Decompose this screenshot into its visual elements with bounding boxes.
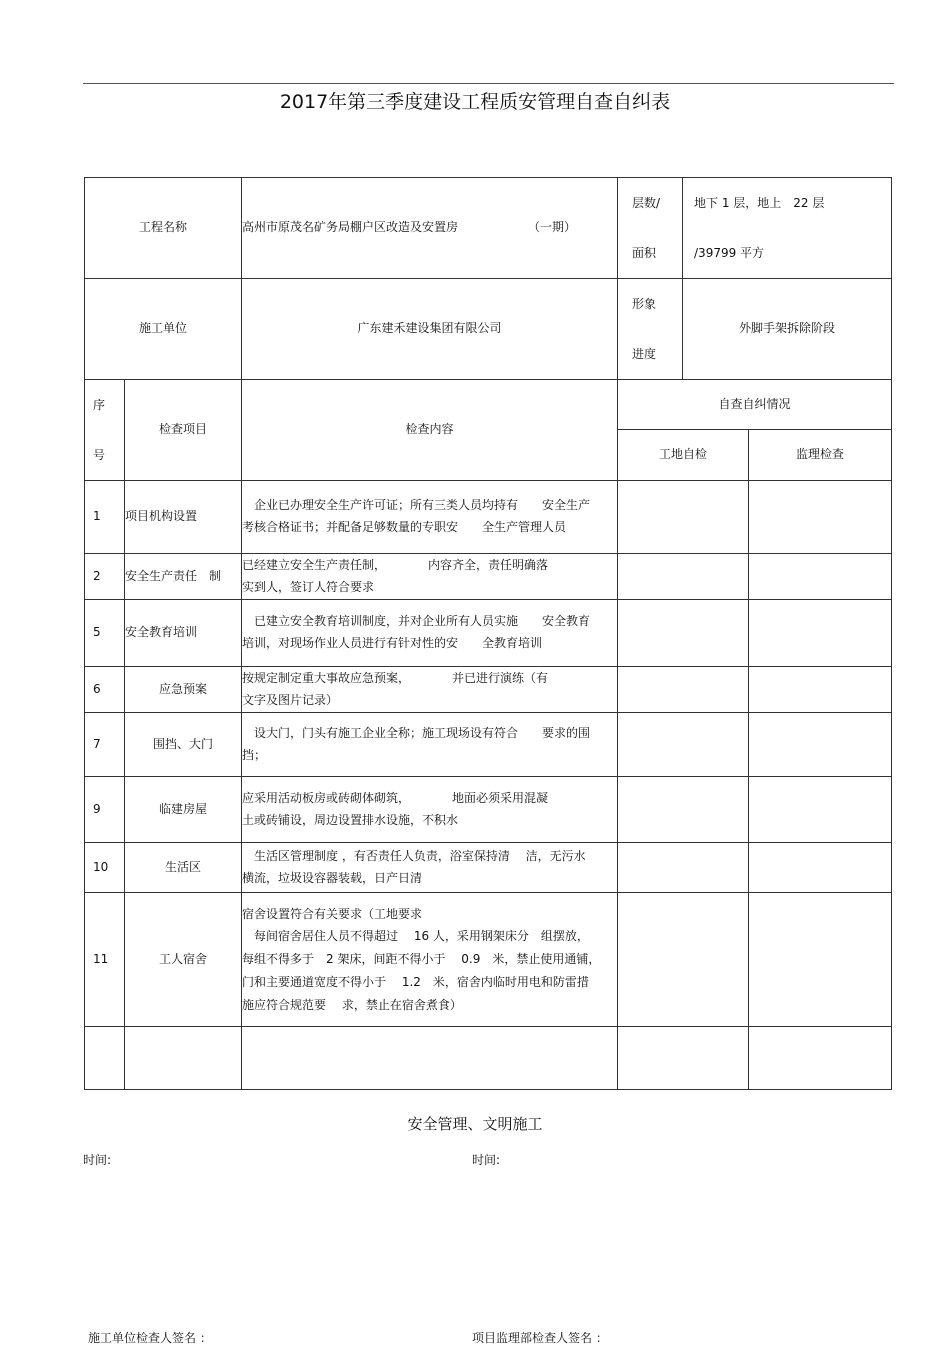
- page-title: 2017年第三季度建设工程质安管理自查自纠表: [279, 91, 671, 113]
- contractor-value: 广东建禾建设集团有限公司: [242, 279, 618, 380]
- row-7-no: 10: [85, 843, 125, 893]
- row-7-line-1: 生活区管理制度 ，有否责任人负责，浴室保持清 洁，无污水: [242, 848, 586, 863]
- row-1-line-2: 考核合格证书；并配备足够数量的专职安 全生产管理人员: [242, 520, 567, 534]
- row-4-supervisor-check: [749, 667, 892, 713]
- project-name-label: 工程名称: [85, 178, 242, 279]
- row-3-item: 安全教育培训: [125, 600, 242, 667]
- row-5-supervisor-check: [749, 713, 892, 777]
- row-1-item: 项目机构设置: [125, 481, 242, 554]
- row-7-supervisor-check: [749, 843, 892, 893]
- supervisor-check-header: 监理检查: [749, 429, 892, 480]
- row-8-no: 11: [85, 893, 125, 1027]
- row-8-line-4: 门和主要通道宽度不得小于 1.2 米，宿舍内临时用电和防雷措: [242, 974, 589, 989]
- row-3-site-check: [618, 600, 749, 667]
- row-6-content: [242, 777, 618, 843]
- contractor-label: 施工单位: [85, 279, 242, 380]
- row-7-content: [242, 843, 618, 893]
- top-rule: [83, 83, 894, 84]
- row-8-content: [242, 893, 618, 1027]
- row-8-item: 工人宿舍: [125, 893, 242, 1027]
- progress-label: [618, 279, 683, 380]
- site-check-header: 工地自检: [618, 429, 749, 480]
- row-1-site-check: [618, 481, 749, 554]
- row-6-line-1: 应采用活动板房或砖砌体砌筑， 地面必须采用混凝: [242, 790, 549, 805]
- row-8-line-3: 每组不得多于 2 架床，间距不得小于 0.9 米，禁止使用通铺，: [242, 952, 601, 967]
- progress-value: 外脚手架拆除阶段: [683, 279, 892, 380]
- row-4-line-2: 文字及图片记录）: [242, 692, 339, 707]
- inspection-table: [84, 177, 892, 1090]
- row-2-no: 2: [85, 554, 125, 600]
- row-6-item: 临建房屋: [125, 777, 242, 843]
- row-6-line-2: 土或砖铺设，周边设置排水设施，不积水: [242, 812, 459, 827]
- area-label: 面积: [632, 246, 657, 260]
- time-label-right: 时间:: [472, 1153, 501, 1167]
- self-check-header: 自查自纠情况: [618, 380, 892, 430]
- row-8-supervisor-check: [749, 893, 892, 1027]
- row-4-no: 6: [85, 667, 125, 713]
- row-4-line-1: 按规定制定重大事故应急预案， 并已进行演练（有: [242, 670, 549, 685]
- row-2-item: 安全生产责任 制: [125, 554, 242, 600]
- row-5-content: [242, 713, 618, 777]
- item-header: 检查项目: [125, 380, 242, 481]
- empty-row-site-check: [618, 1027, 749, 1090]
- row-1-content: [242, 481, 618, 554]
- row-5-line-1: 设大门，门头有施工企业全称；施工现场设有符合 要求的围: [242, 725, 591, 740]
- section-heading: 安全管理、文明施工: [407, 1115, 543, 1133]
- floors-label: 层数/: [632, 196, 661, 210]
- row-3-content: [242, 600, 618, 667]
- row-5-no: 7: [85, 713, 125, 777]
- time-label-left: 时间:: [83, 1153, 112, 1167]
- row-5-line-2: 挡；: [242, 747, 267, 762]
- progress-label-line2: 进度: [632, 347, 657, 361]
- seq-header: [85, 380, 125, 481]
- row-3-line-1: 已建立安全教育培训制度，并对企业所有人员实施 安全教育: [242, 614, 591, 629]
- row-7-line-2: 横流，垃圾设容器装载，日产日清: [242, 870, 423, 885]
- supervisor-signature-label: 项目监理部检查人签名 ：: [472, 1331, 608, 1345]
- seq-header-line2: 号: [93, 448, 106, 462]
- row-7-item: 生活区: [125, 843, 242, 893]
- row-4-site-check: [618, 667, 749, 713]
- row-2-site-check: [618, 554, 749, 600]
- project-phase-text: （一期）: [528, 220, 577, 235]
- empty-row-no: [85, 1027, 125, 1090]
- row-1-supervisor-check: [749, 481, 892, 554]
- seq-header-line1: 序: [93, 398, 106, 412]
- empty-row-content: [242, 1027, 618, 1090]
- area-value: /39799 平方: [694, 246, 765, 260]
- floors-area-value: [683, 178, 892, 279]
- row-6-supervisor-check: [749, 777, 892, 843]
- row-5-item: 围挡、大门: [125, 713, 242, 777]
- row-2-line-2: 实到人，签订人符合要求: [242, 579, 375, 594]
- row-6-site-check: [618, 777, 749, 843]
- contractor-signature-label: 施工单位检查人签名 ：: [88, 1331, 212, 1345]
- row-3-supervisor-check: [749, 600, 892, 667]
- row-8-site-check: [618, 893, 749, 1027]
- row-1-no: 1: [85, 481, 125, 554]
- row-7-site-check: [618, 843, 749, 893]
- content-header: 检查内容: [242, 380, 618, 481]
- project-name-value: [242, 178, 618, 279]
- row-2-line-1: 已经建立安全生产责任制， 内容齐全，责任明确落: [242, 557, 549, 572]
- row-2-content: [242, 554, 618, 600]
- row-4-content: [242, 667, 618, 713]
- project-name-text: 高州市原茂名矿务局棚户区改造及安置房: [242, 220, 459, 235]
- floors-area-label: [618, 178, 683, 279]
- row-3-no: 5: [85, 600, 125, 667]
- row-8-line-2: 每间宿舍居住人员不得超过 16 人，采用钢架床分 组摆放，: [242, 929, 589, 944]
- row-5-site-check: [618, 713, 749, 777]
- row-8-line-5: 施应符合规范要 求，禁止在宿舍煮食）: [242, 997, 462, 1012]
- empty-row-supervisor-check: [749, 1027, 892, 1090]
- row-8-line-1: 宿舍设置符合有关要求（工地要求: [242, 906, 423, 921]
- floors-value: 地下 1 层，地上 22 层: [694, 196, 825, 210]
- row-3-line-2: 培训，对现场作业人员进行有针对性的安 全教育培训: [242, 636, 543, 650]
- row-4-item: 应急预案: [125, 667, 242, 713]
- row-6-no: 9: [85, 777, 125, 843]
- row-1-line-1: 企业已办理安全生产许可证；所有三类人员均持有 安全生产: [242, 498, 591, 513]
- row-2-supervisor-check: [749, 554, 892, 600]
- progress-label-line1: 形象: [632, 297, 657, 311]
- empty-row-item: [125, 1027, 242, 1090]
